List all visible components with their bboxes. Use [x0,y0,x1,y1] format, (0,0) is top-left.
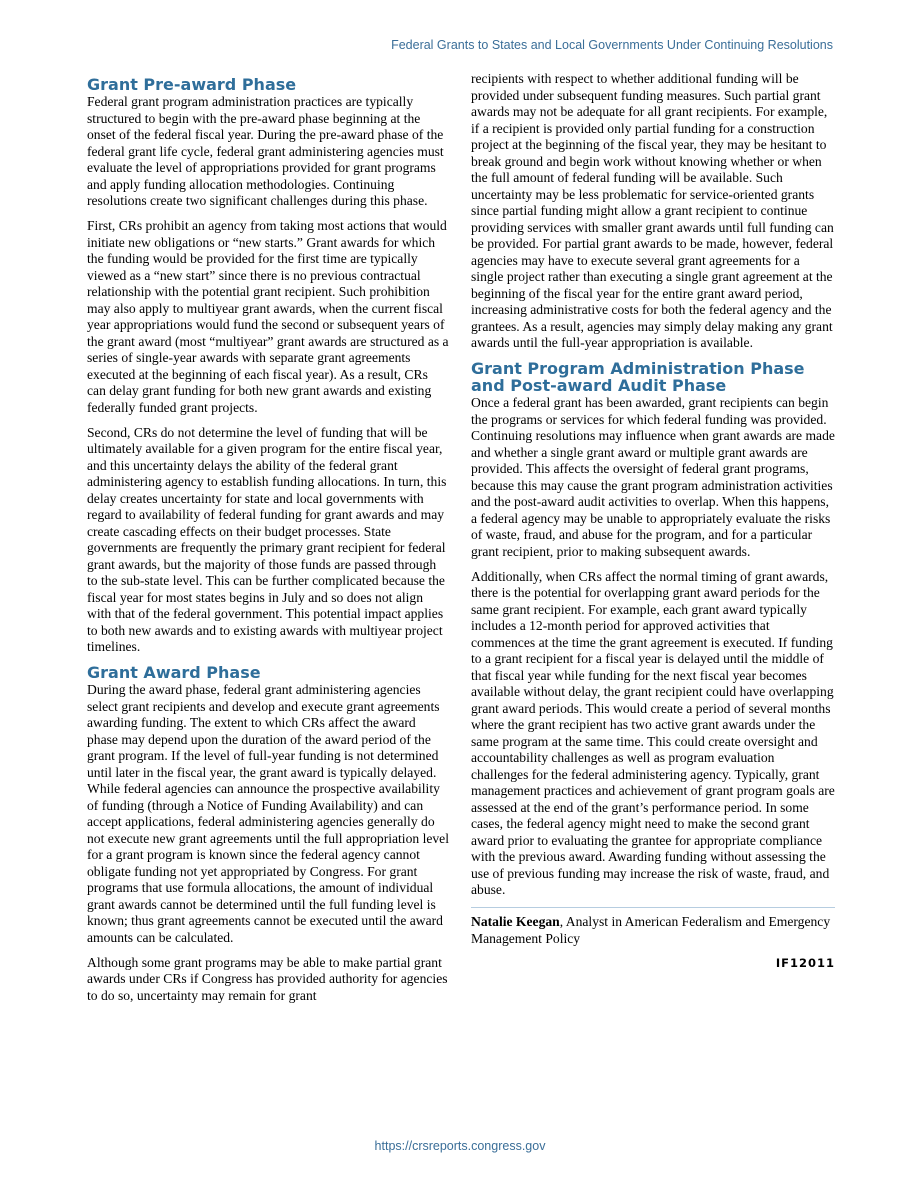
running-header-title: Federal Grants to States and Local Governments Under Continuing Resolutions [391,38,833,52]
paragraph: Second, CRs do not determine the level of funding that will be ultimately available for a given program for the entire fiscal year, and this uncertainty delays the ability of the federal grant administering agency to establish funding allocations. In turn, this delay creates uncertainty for state and local governments with regard to availability of federal funding for grant awards and may create cascading effects on their budget processes. State governments are frequently the primary grant recipient for federal grant awards, but the majority of those funds are passed through to the sub-state level. This can be further complicated because the fiscal year for most states begins in July and so does not align with that of the federal government. This potential impact applies to both new awards and to existing awards with multiyear project timelines. [87,424,447,654]
author-name: Natalie Keegan [471,914,560,929]
paragraph: Once a federal grant has been awarded, grant recipients can begin the programs or services for which federal funding was provided. Continuing resolutions may influence when grant awards are made and whether a single grant award or multiple grant awards are provided. This affects the oversight of federal grant programs, because this may cause the grant program administration activities and the post-award audit activities to overlap. When this happens, a federal agency may be unable to appropriately evaluate the risks of waste, fraud, and abuse for the program, and for a particular grant recipient, prior to making subsequent awards. [471,395,835,559]
left-column [87,76,449,1013]
report-id: IF12011 [775,956,835,970]
paragraph: Federal grant program administration practices are typically structured to begin with the pre-award phase beginning at the onset of the federal fiscal year. During the pre-award phase of the federal grant life cycle, federal grant administering agencies must evaluate the level of appropriations provided for grant programs and apply funding allocation methodologies. Continuing resolutions create two significant challenges during this phase. [87,94,444,208]
author-title: , Analyst in American Federalism and Emergency Management Policy [471,914,831,946]
paragraph: recipients with respect to whether additional funding will be provided under subsequent funding measures. Such partial grant awards may not be adequate for all grant recipients. For example, if a recipient is provided only partial funding for a construction project at the beginning of the fiscal year, they may be hesitant to break ground and begin work without knowing whether or when the full amount of federal funding will be available. Such uncertainty may be less problematic for service-oriented grants since partial funding might allow a grant recipient to continue providing services with smaller grant awards until full funding can be provided. For partial grant awards to be made, however, federal agencies may have to execute several grant agreements for a single project rather than executing a single grant agreement at the beginning of the fiscal year for the entire grant award period, increasing administrative costs for both the federal agency and the grantees. As a result, agencies may simply delay making any grant awards until the full-year appropriation is available. [471,71,834,350]
heading-administration-phase: Grant Program Administration Phase and Post-award Audit Phase [471,359,805,395]
right-column [471,71,835,972]
paragraph: During the award phase, federal grant administering agencies select grant recipients and develop and execute grant agreements awarding funding. The extent to which CRs affect the award phase may depend upon the duration of the award period of the grant program. If the level of full-year funding is not determined until later in the fiscal year, the grant award is typically delayed. While federal agencies can announce the prospective availability of funding (through a Notice of Funding Availability) and can accept applications, federal administering agencies generally do not execute new grant agreements until the full appropriation level for a grant program is known since the federal agency cannot obligate funding not yet appropriated by Congress. For grant programs that use formula allocations, the amount of individual grant awards cannot be determined until the full funding level is known; thus grant agreements cannot be executed until the award amounts can be calculated. [87,682,449,945]
paragraph: First, CRs prohibit an agency from taking most actions that would initiate new obligations or “new starts.” Grant awards for which the funding would be provided for the first time are typically viewed as a “new start” since there is no previous contractual relationship with the potential grant recipient. Such prohibition may also apply to multiyear grant awards, when the current fiscal year appropriations would fund the second or subsequent years of the grant award (most “multiyear” grant awards are structured as a series of single-year awards with separate grant agreements executed at the beginning of each fiscal year). As a result, CRs can delay grant funding for both new grant awards and existing federally funded grant projects. [87,218,449,415]
author-divider [471,907,835,908]
paragraph: Additionally, when CRs affect the normal timing of grant awards, there is the potential for overlapping grant award periods for the same grant recipient. For example, each grant award typically includes a 12-month period for approved activities that commences at the time the grant agreement is executed. If funding to a grant recipient for a fiscal year is delayed until the middle of that fiscal year while funding for the next fiscal year becomes available without delay, the grant recipient could have overlapping grant award periods. This would create a period of several months where the grant recipient has two active grant awards under the same program at the same time. This could create oversight and accountability challenges as well as program evaluation challenges for the federal administering agency. Typically, grant management practices and achievement of grant program goals are assessed at the end of the grant’s performance period. In some cases, the federal agency might need to make the second grant award prior to evaluating the grantee for appropriate compliance with the previous award. Awarding funding without assessing the use of previous funding may increase the risk of waste, fraud, and abuse. [471,568,835,897]
heading-pre-award-phase: Grant Pre-award Phase [87,75,297,94]
heading-award-phase: Grant Award Phase [87,663,261,682]
paragraph: Although some grant programs may be able to make partial grant awards under CRs if Congress has provided authority for agencies to do so, uncertainty may remain for grant [87,954,448,1003]
author-line [471,914,835,947]
footer-url-link[interactable]: https://crsreports.congress.gov [374,1139,546,1153]
